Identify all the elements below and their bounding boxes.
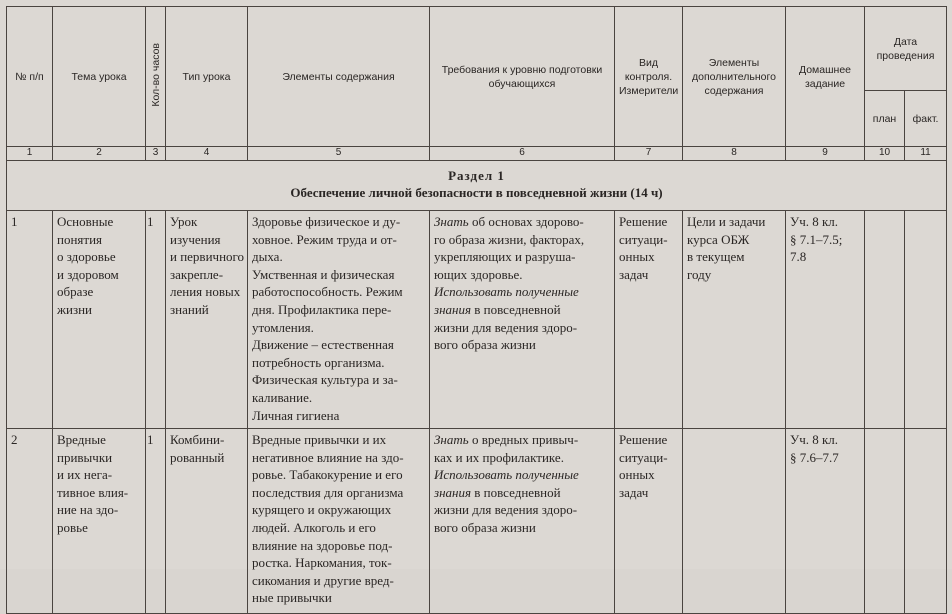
- text-line: каливание.: [252, 389, 313, 405]
- text-line: в текущем: [687, 249, 745, 265]
- text-line: жизни: [57, 301, 92, 317]
- col-number: 4: [166, 147, 248, 161]
- header-requirements: Требования к уровню подготовки обучающихся: [430, 7, 615, 147]
- header-hours: [146, 7, 166, 147]
- text-line: привычки: [57, 449, 113, 465]
- text-line: задач: [619, 266, 649, 282]
- col-number: 9: [786, 147, 865, 161]
- col-number: 3: [146, 147, 166, 161]
- text-line: ровье. Табакокурение и его: [252, 467, 403, 483]
- text-line: году: [687, 266, 712, 282]
- col-number: 8: [683, 147, 786, 161]
- text-line: закрепле-: [170, 266, 224, 282]
- text-line: [434, 266, 610, 284]
- text-line: ростка. Наркомания, ток-: [252, 555, 392, 571]
- plain-text: жизни для ведения здоро-: [434, 502, 578, 518]
- text-line: [434, 248, 610, 266]
- text-line: курса ОБЖ: [687, 231, 750, 247]
- plain-text: в повседневной: [471, 484, 561, 500]
- text-line: рованный: [170, 449, 225, 465]
- text-line: и их нега-: [57, 467, 113, 483]
- row-plan: [865, 211, 905, 429]
- italic-text: знания: [434, 484, 472, 500]
- header-content: Элементы содержания: [248, 7, 430, 147]
- row-requirements: [430, 211, 615, 429]
- text-line: последствия для организма: [252, 484, 404, 500]
- text-line: [434, 519, 610, 537]
- italic-text: Знать: [434, 214, 469, 229]
- table-row: [7, 429, 947, 614]
- text-line: Комбини-: [170, 432, 225, 447]
- row-type: [166, 211, 248, 429]
- row-num: 2: [7, 429, 53, 614]
- text-line: и здоровом: [57, 266, 119, 282]
- text-line: ровье: [57, 519, 88, 535]
- text-line: влияние на здоровье под-: [252, 537, 393, 553]
- text-line: [434, 431, 610, 449]
- italic-text: Использовать полученные: [434, 284, 579, 300]
- text-line: ные привычки: [252, 590, 332, 606]
- plain-text: ках и их профилактике.: [434, 449, 564, 465]
- text-line: людей. Алкоголь и его: [252, 519, 376, 535]
- row-fact: [905, 429, 947, 614]
- text-line: § 7.6–7.7: [790, 449, 839, 465]
- row-content: [248, 429, 430, 614]
- text-line: [434, 213, 610, 231]
- text-line: дыха.: [252, 249, 283, 265]
- plain-text: о вредных привыч-: [468, 432, 579, 447]
- italic-text: знания: [434, 301, 472, 317]
- row-hours: 1: [146, 429, 166, 614]
- text-line: Уч. 8 кл.: [790, 214, 839, 229]
- text-line: Физическая культура и за-: [252, 372, 398, 388]
- row-content: [248, 211, 430, 429]
- plain-text: об основах здорово-: [468, 214, 584, 229]
- row-homework: [786, 211, 865, 429]
- row-hours: 1: [146, 211, 166, 429]
- text-line: [434, 484, 610, 502]
- plain-text: ющих здоровье.: [434, 266, 523, 282]
- plain-text: жизни для ведения здоро-: [434, 319, 578, 335]
- header-topic: Тема урока: [53, 7, 146, 147]
- header-type: Тип урока: [166, 7, 248, 147]
- header-hours-label: Кол-во часов: [149, 42, 162, 107]
- col-number: 5: [248, 147, 430, 161]
- text-line: Уч. 8 кл.: [790, 432, 839, 447]
- text-line: Здоровье физическое и ду-: [252, 214, 401, 229]
- text-line: и первичного: [170, 249, 245, 265]
- text-line: Вредные: [57, 432, 106, 447]
- text-line: [434, 283, 610, 301]
- section-subtitle: Обеспечение личной безопасности в повседневной жизни (14 ч): [290, 185, 663, 200]
- text-line: Вредные привычки и их: [252, 432, 387, 447]
- text-line: понятия: [57, 231, 103, 247]
- plain-text: го образа жизни, факторах,: [434, 231, 585, 247]
- text-line: [434, 336, 610, 354]
- col-number: 7: [615, 147, 683, 161]
- col-number: 2: [53, 147, 146, 161]
- col-number: 10: [865, 147, 905, 161]
- column-number-row: [7, 147, 947, 161]
- text-line: Личная гигиена: [252, 407, 340, 423]
- header-plan: план: [865, 91, 905, 147]
- text-line: потребность организма.: [252, 354, 385, 370]
- text-line: тивное влия-: [57, 484, 129, 500]
- row-num: 1: [7, 211, 53, 429]
- text-line: [434, 449, 610, 467]
- plain-text: укрепляющих и разруша-: [434, 249, 576, 265]
- header-date: Дата проведения: [865, 7, 947, 91]
- lesson-plan-table: [6, 6, 947, 614]
- text-line: курящего и окружающих: [252, 502, 392, 518]
- header-extra: Элементы дополнительного содержания: [683, 7, 786, 147]
- text-line: о здоровье: [57, 249, 116, 265]
- plain-text: вого образа жизни: [434, 337, 536, 353]
- text-line: [434, 466, 610, 484]
- text-line: Основные: [57, 214, 114, 229]
- row-topic: [53, 211, 146, 429]
- text-line: ховное. Режим труда и от-: [252, 231, 397, 247]
- col-number: 11: [905, 147, 947, 161]
- text-line: ления новых: [170, 284, 241, 300]
- italic-text: Использовать полученные: [434, 467, 579, 483]
- plain-text: в повседневной: [471, 301, 561, 317]
- text-line: Урок: [170, 214, 198, 229]
- section-title: Раздел 1: [448, 168, 505, 183]
- text-line: задач: [619, 484, 649, 500]
- header-fact: факт.: [905, 91, 947, 147]
- text-line: негативное влияние на здо-: [252, 449, 404, 465]
- text-line: Решение: [619, 432, 668, 447]
- text-line: знаний: [170, 301, 209, 317]
- text-line: [434, 231, 610, 249]
- text-line: [434, 501, 610, 519]
- row-fact: [905, 211, 947, 429]
- row-topic: [53, 429, 146, 614]
- col-number: 6: [430, 147, 615, 161]
- header-homework: Домашнее задание: [786, 7, 865, 147]
- text-line: § 7.1–7.5;: [790, 231, 843, 247]
- text-line: ние на здо-: [57, 502, 119, 518]
- text-line: утомления.: [252, 319, 314, 335]
- text-line: работоспособность. Режим: [252, 284, 403, 300]
- row-control: [615, 211, 683, 429]
- row-plan: [865, 429, 905, 614]
- header-num: № п/п: [7, 7, 53, 147]
- text-line: Решение: [619, 214, 668, 229]
- text-line: дня. Профилактика пере-: [252, 301, 392, 317]
- text-line: онных: [619, 467, 655, 483]
- header-row: [7, 7, 947, 91]
- text-line: образе: [57, 284, 94, 300]
- row-requirements: [430, 429, 615, 614]
- table-row: [7, 211, 947, 429]
- plain-text: вого образа жизни: [434, 519, 536, 535]
- text-line: изучения: [170, 231, 221, 247]
- text-line: [434, 319, 610, 337]
- text-line: сикомания и другие вред-: [252, 572, 394, 588]
- section-row: [7, 161, 947, 211]
- header-control: Вид контроля. Измерители: [615, 7, 683, 147]
- text-line: Умственная и физическая: [252, 266, 395, 282]
- text-line: онных: [619, 249, 655, 265]
- text-line: Движение – естественная: [252, 337, 394, 353]
- col-number: 1: [7, 147, 53, 161]
- row-extra: [683, 211, 786, 429]
- text-line: ситуаци-: [619, 449, 668, 465]
- row-type: [166, 429, 248, 614]
- row-control: [615, 429, 683, 614]
- text-line: Цели и задачи: [687, 214, 766, 229]
- text-line: 7.8: [790, 249, 807, 265]
- row-homework: [786, 429, 865, 614]
- row-extra: [683, 429, 786, 614]
- italic-text: Знать: [434, 432, 469, 447]
- section-heading: [7, 161, 947, 211]
- text-line: ситуаци-: [619, 231, 668, 247]
- text-line: [434, 301, 610, 319]
